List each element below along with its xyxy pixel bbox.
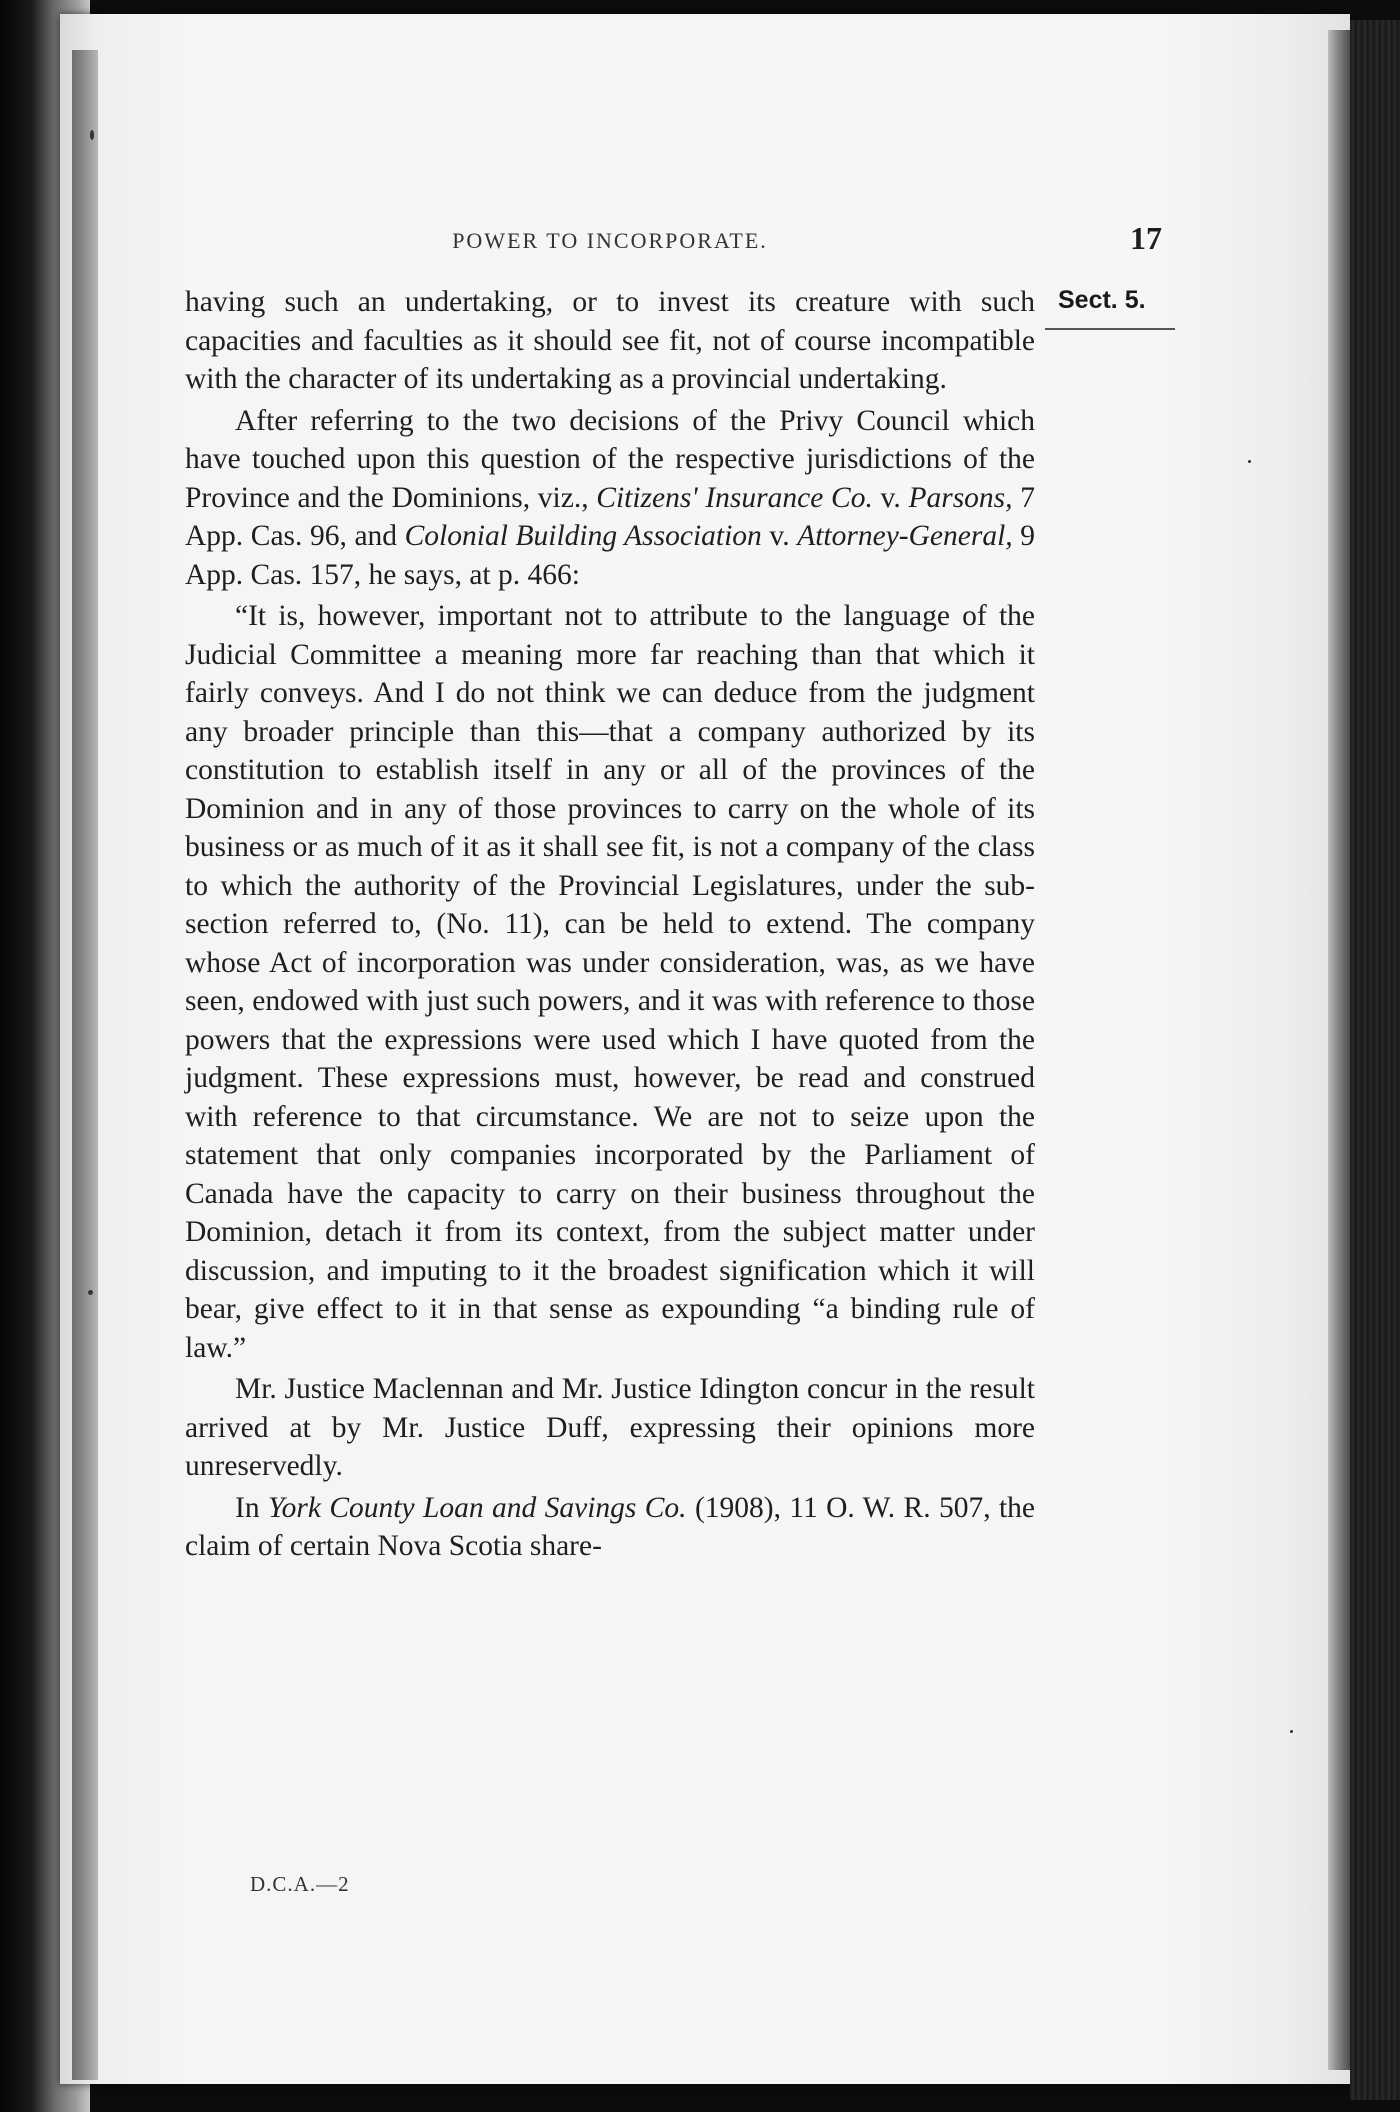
- case-citation: Colonial Building Association: [404, 520, 762, 552]
- section-margin-note: Sect. 5.: [1058, 286, 1146, 314]
- margin-rule: [1045, 328, 1175, 330]
- signature-mark: D.C.A.—2: [250, 1872, 350, 1896]
- case-citation: York County Loan and Savings Co.: [267, 1491, 687, 1524]
- paragraph-5: In York County Loan and Savings Co. (1908), 11 O. W. R. 507, the claim of certain Nova Scotia share-: [185, 1491, 1035, 1562]
- quoted-judgment: “It is, however, important not to attribute to the language of the Judicial Committee a meaning more far reaching than that which it fairly conveys. And I do not think we can deduce from the judgment any broader principle than this—that a company authorized by its constitution to establish itself in any or all of the provinces of the Dominion and in any of those provinces to carry on the whole of its business or as much of it as it shall see fit, is not a company of the class to which the authority of the Provincial Legislatures, under the sub-section referred to, (No. 11), can be held to extend. The company whose Act of incorporation was under consideration, was, as we have seen, endowed with just such powers, and it was with reference to those powers that the expressions were used which I have quoted from the judgment. These expressions must, however, be read and construed with reference to that circumstance. We are not to seize upon the statement that only companies incorporated by the Parliament of Canada have the capacity to carry on their business throughout the Dominion, detach it from its context, from the subject matter under discussion, and imputing to it the broadest signification which it will bear, give effect to it in that sense as expounding “a binding rule of law.”: [185, 600, 1035, 1364]
- scan-speck: [88, 1290, 93, 1295]
- scan-speck: [90, 130, 94, 140]
- running-title: POWER TO INCORPORATE.: [452, 228, 768, 253]
- scan-speck: [1248, 460, 1251, 463]
- case-party: Parsons,: [908, 481, 1013, 514]
- paragraph-1: having such an undertaking, or to invest its creature with such capacities and faculties as it should see fit, not of course incompatible with the character of its undertaking as a provincial undertaking.: [185, 286, 1035, 395]
- scan-speck: [1290, 1730, 1293, 1733]
- page-number: 17: [1130, 220, 1162, 256]
- case-citation: Citizens' Insurance Co.: [596, 481, 873, 514]
- body-text: [185, 283, 1035, 1566]
- paragraph-2: After referring to the two decisions of the Privy Council which have touched upon this question of the respective jurisdictions of the Province and the Dominions, viz., Citizens' Insurance Co. v. Parsons, 7 App. Cas. 96, and Colonial Building Association v. Attorney-General, 9 App. Cas. 157, he says, at p. 466:: [185, 404, 1035, 591]
- paragraph-4: Mr. Justice Maclennan and Mr. Justice Idington concur in the result arrived at by Mr. Justice Duff, expressing their opinions more unreservedly.: [185, 1373, 1035, 1482]
- gutter-shadow: [72, 50, 98, 2080]
- page-edge-shadow: [1328, 30, 1350, 2070]
- case-party: Attorney-General,: [797, 520, 1013, 552]
- page-stack-edge: [1350, 20, 1400, 2100]
